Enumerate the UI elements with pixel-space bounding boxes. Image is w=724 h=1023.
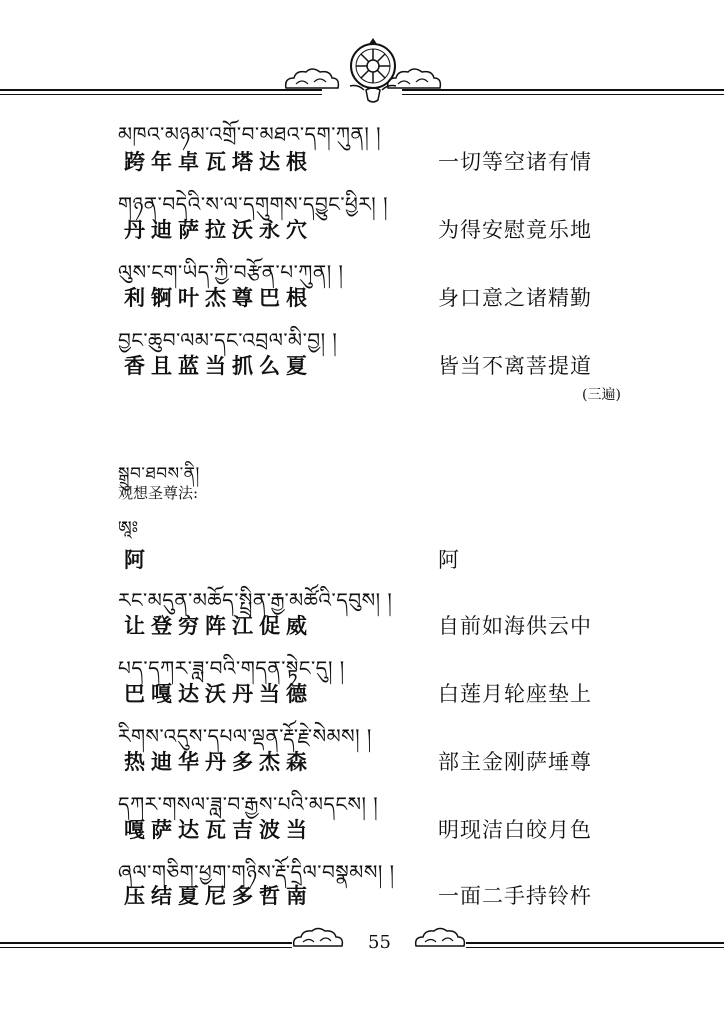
tibetan-verse-line: དཀར་གསལ་ཟླ་བ་རྒྱས་པའི་མདངས། ། [118, 792, 379, 816]
header-rule-right [402, 89, 724, 91]
translation-line: 明现洁白皎月色 [438, 818, 592, 842]
tibetan-verse-line: རང་མདུན་མཆོད་སྤྲིན་རྒྱ་མཚོའི་དབུས། ། [118, 588, 393, 612]
tibetan-verse-line: ལུས་ངག་ཡིད་ཀྱི་བརྩོན་པ་ཀུན། ། [118, 260, 344, 284]
tibetan-section-heading: སྒྲུབ་ཐབས་ནི། [118, 464, 200, 484]
tibetan-verse-line: བྱང་ཆུབ་ལམ་དང་འབྲལ་མི་བྱ། ། [118, 328, 338, 352]
phonetic-line: 巴嘎达沃丹当德 [124, 681, 313, 706]
repeat-note: (三遍) [582, 387, 621, 403]
dharma-wheel-icon [344, 36, 402, 106]
tibetan-verse-line: རིགས་འདུས་དཔལ་ལྡན་རྡོ་རྗེ་སེམས། ། [118, 724, 372, 748]
cloud-left-icon [282, 66, 342, 92]
translation-line: 身口意之诸精勤 [438, 286, 592, 310]
footer-rule-left [0, 942, 292, 944]
translation-line: 一面二手持铃杵 [438, 884, 592, 908]
phonetic-line: 利锕叶杰尊巴根 [124, 285, 313, 310]
translation-line: 皆当不离菩提道 [438, 354, 592, 378]
phonetic-line: 嘎萨达瓦吉波当 [124, 817, 313, 842]
phonetic-line: 让登穷阵江促威 [124, 613, 313, 638]
section-heading: 观想圣尊法: [118, 484, 199, 502]
translation-line: 自前如海供云中 [438, 614, 592, 638]
tibetan-verse-line: གཉན་བདེའི་ས་ལ་དགུགས་དབྱུང་ཕྱིར། ། [118, 192, 389, 216]
tibetan-verse-line: ཞལ་གཅིག་ཕྱག་གཉིས་རྡོ་དྲིལ་བསྣམས། ། [118, 860, 395, 884]
footer-cloud-left-icon [290, 926, 346, 950]
translation-line: 一切等空诸有情 [438, 150, 592, 174]
translation-line: 部主金刚萨埵尊 [438, 750, 592, 774]
header-rule-left-inner [0, 94, 322, 95]
footer-rule-right-inner [466, 947, 724, 948]
header-rule-right-inner [402, 94, 724, 95]
page-number: 55 [368, 932, 391, 953]
translation-line: 白莲月轮座垫上 [438, 682, 592, 706]
footer-rule-right [466, 942, 724, 944]
phonetic-line: 压结夏尼多哲南 [124, 883, 313, 908]
translation-line: 阿 [438, 548, 460, 572]
seed-syllable: ཨཱཿ [118, 518, 139, 538]
header-rule-left [0, 89, 322, 91]
tibetan-verse-line: མཁའ་མཉམ་འགྲོ་བ་མཐའ་དག་ཀུན། ། [118, 122, 382, 146]
phonetic-line: 丹迪萨拉沃永穴 [124, 217, 313, 242]
phonetic-line: 跨年卓瓦塔达根 [124, 149, 313, 174]
phonetic-line: 阿 [124, 547, 151, 572]
footer-rule-left-inner [0, 947, 292, 948]
phonetic-line: 香且蓝当抓么夏 [124, 353, 313, 378]
phonetic-line: 热迪华丹多杰森 [124, 749, 313, 774]
translation-line: 为得安慰竟乐地 [438, 218, 592, 242]
footer-cloud-right-icon [412, 926, 468, 950]
tibetan-verse-line: པད་དཀར་ཟླ་བའི་གདན་སྟེང་དུ། ། [118, 656, 345, 680]
